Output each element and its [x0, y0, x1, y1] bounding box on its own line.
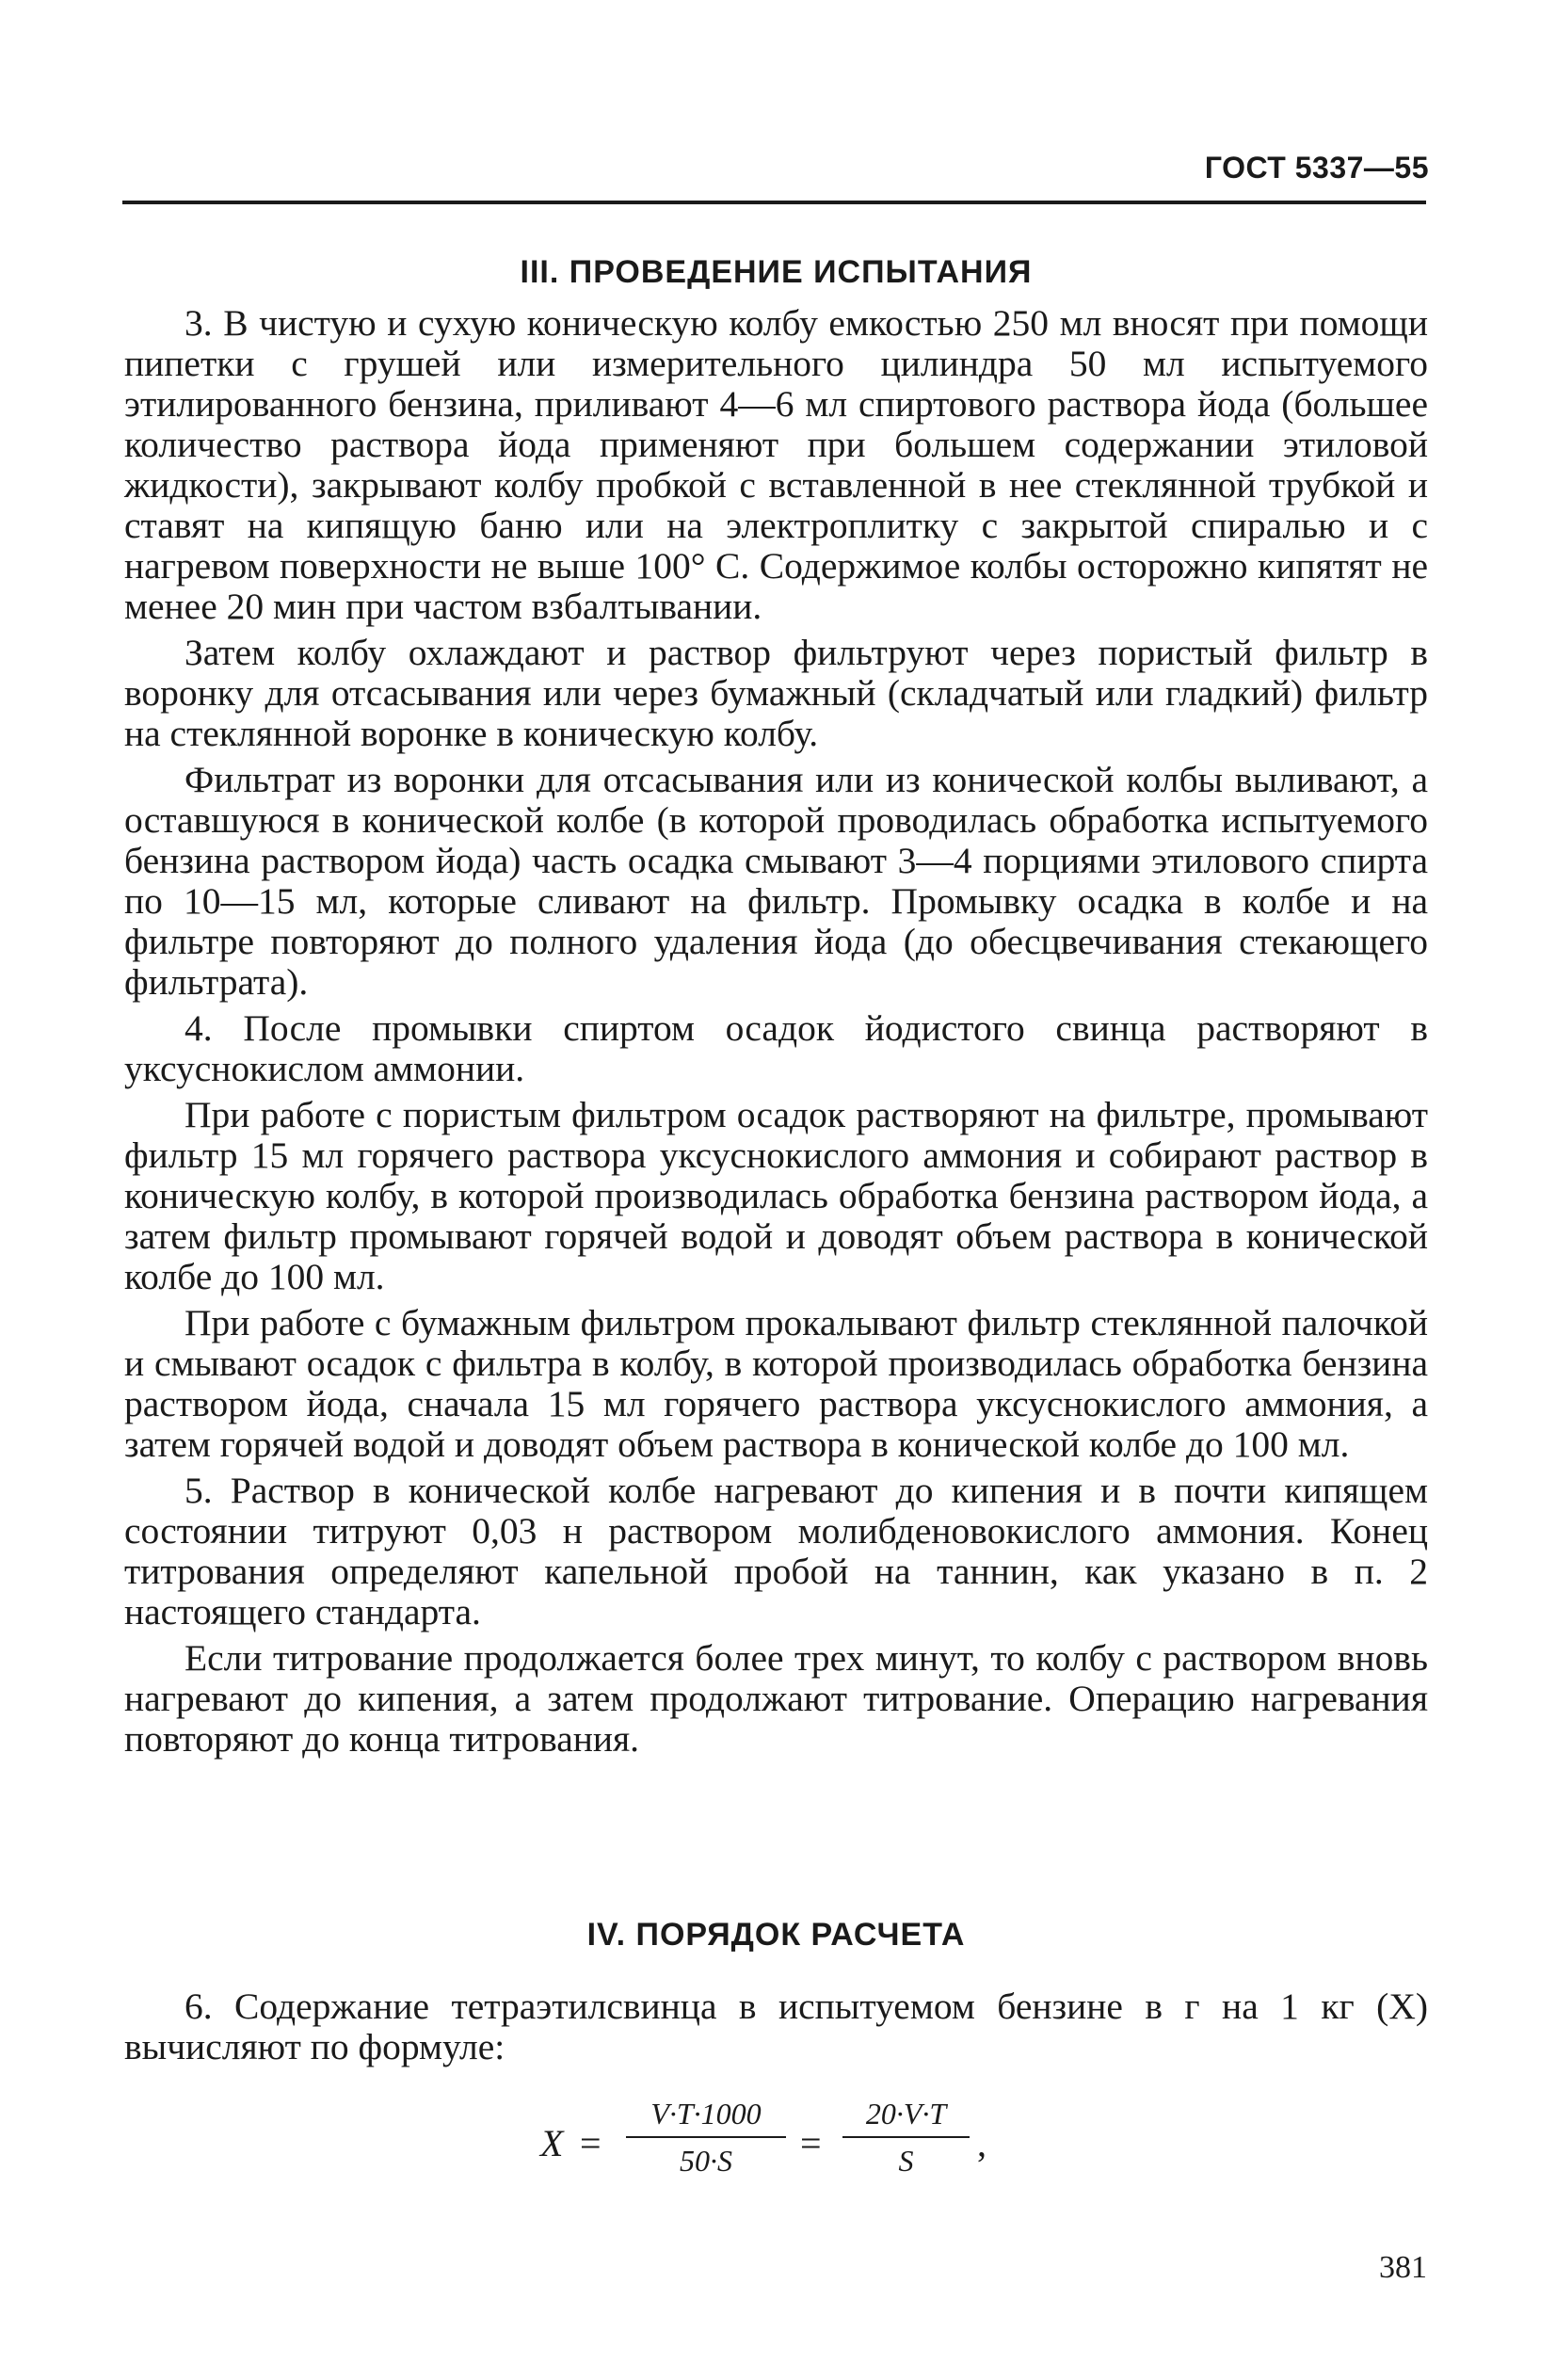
paragraph-3-filtrate: Фильтрат из воронки для отсасывания или из конической колбы выливают, а оставшуюся в конической колбе (в которой проводилась обработка испытуемого бензина раствором йода) часть осадка смывают 3—4 порциями этилового спирта по 10—15 мл, которые сливают на фильтр. Промывку осадка в колбе и на фильтре повторяют до полного удаления йода (до обесцвечивания стекающего фильтрата). [124, 759, 1428, 1003]
page-number: 381 [1379, 2250, 1427, 2285]
fraction-2-bar [842, 2136, 970, 2138]
section-4-body [124, 1986, 1428, 2073]
paragraph-3-filter: Затем колбу охлаждают и раствор фильтруют через пористый фильтр в воронку для отсасывания или через бумажный (складчатый или гладкий) фильтр на стеклянной воронке в коническую колбу. [124, 632, 1428, 754]
paragraph-6: 6. Содержание тетраэтилсвинца в испытуемом бензине в г на 1 кг (X) вычисляют по формуле: [124, 1986, 1428, 2067]
section-3-title: III. ПРОВЕДЕНИЕ ИСПЫТАНИЯ [520, 254, 1033, 290]
lead-formula [527, 2095, 1054, 2198]
section-4-title: IV. ПОРЯДОК РАСЧЕТА [586, 1917, 966, 1953]
paragraph-5: 5. Раствор в конической колбе нагревают до кипения и в почти кипящем состоянии титруют 0,03 н раствором молибденовокислого аммония. Конец титрования определяют капельной пробой на таннин, как указано в п. 2 настоящего стандарта. [124, 1470, 1428, 1632]
paragraph-5-reheat: Если титрование продолжается более трех минут, то колбу с раствором вновь нагревают до кипения, а затем продолжают титрование. Операцию нагревания повторяют до конца титрования. [124, 1637, 1428, 1760]
formula-comma: , [977, 2122, 987, 2164]
fraction-1-bar [626, 2136, 786, 2138]
fraction-1-denominator: 50·S [680, 2144, 732, 2178]
fraction-2-denominator: S [898, 2144, 914, 2178]
formula-fraction-1 [626, 2095, 786, 2179]
paragraph-4: 4. После промывки спиртом осадок йодистого свинца растворяют в уксуснокислом аммонии. [124, 1007, 1428, 1089]
formula-lhs: X [540, 2122, 564, 2164]
header-rule [122, 201, 1426, 204]
fraction-2-numerator: 20·V·T [865, 2097, 947, 2131]
formula-equals-1: = [580, 2122, 602, 2164]
paragraph-3: 3. В чистую и сухую коническую колбу емкостью 250 мл вносят при помощи пипетки с грушей или измерительного цилиндра 50 мл испытуемого этилированного бензина, приливают 4—6 мл спиртового раствора йода (большее количество раствора йода применяют при большем содержании этиловой жидкости), закрывают колбу пробкой с вставленной в нее стеклянной трубкой и ставят на кипящую баню или на электроплитку с закрытой спиралью и с нагревом поверхности не выше 100° С. Содержимое колбы осторожно кипятят не менее 20 мин при частом взбалтывании. [124, 302, 1428, 627]
paragraph-4-porous: При работе с пористым фильтром осадок растворяют на фильтре, промывают фильтр 15 мл горячего раствора уксуснокислого аммония и собирают раствор в коническую колбу, в которой производилась обработка бензина раствором йода, а затем фильтр промывают горячей водой и доводят объем раствора в конической колбе до 100 мл. [124, 1094, 1428, 1297]
section-3-body [124, 303, 1428, 1765]
formula-fraction-2 [842, 2095, 970, 2179]
formula-equals-2: = [800, 2122, 822, 2164]
fraction-1-numerator: V·T·1000 [650, 2097, 762, 2131]
standard-header: ГОСТ 5337—55 [1204, 151, 1429, 185]
paragraph-4-paper: При работе с бумажным фильтром прокалывают фильтр стеклянной палочкой и смывают осадок с фильтра в колбу, в которой производилась обработка бензина раствором йода, сначала 15 мл горячего раствора уксуснокислого аммония, а затем горячей водой и доводят объем раствора в конической колбе до 100 мл. [124, 1302, 1428, 1465]
